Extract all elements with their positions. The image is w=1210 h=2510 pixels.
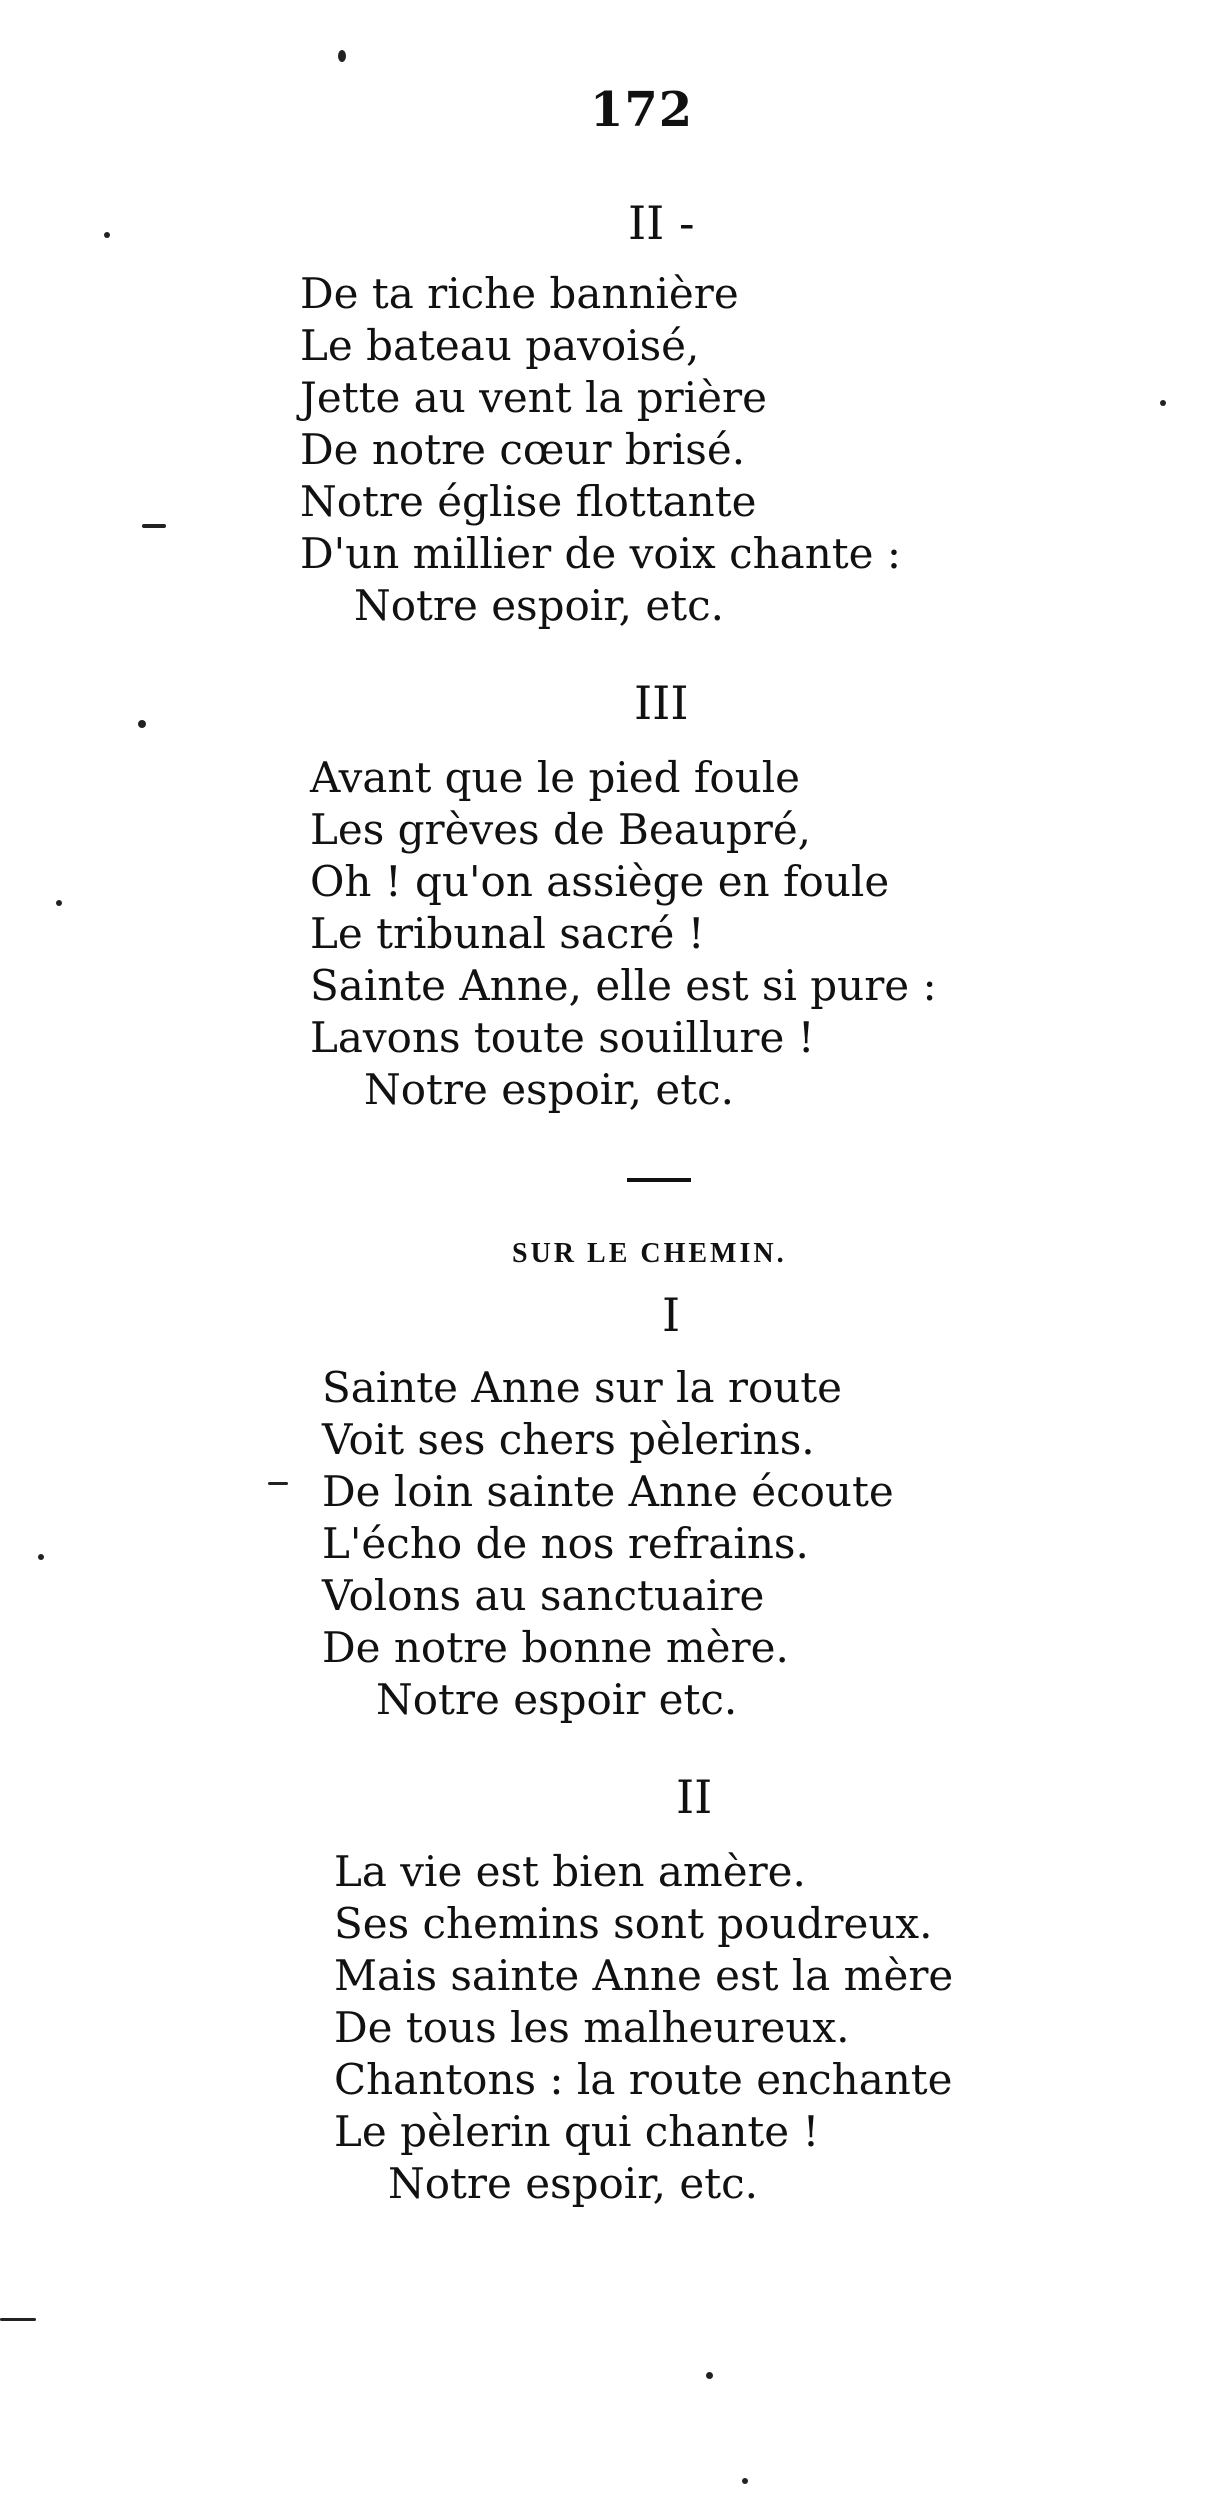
ink-speck: [706, 2372, 713, 2379]
verse-line: Chantons : la route enchante: [334, 2055, 953, 2104]
ink-speck: [142, 524, 166, 528]
stanza-numeral: III: [634, 676, 689, 730]
section-divider: [627, 1178, 691, 1182]
verse-line: La vie est bien amère.: [334, 1847, 806, 1896]
ink-speck: [138, 720, 146, 728]
verse-line: Lavons toute souillure !: [310, 1013, 815, 1062]
ink-speck: [0, 2318, 36, 2321]
verse-line: Volons au sanctuaire: [322, 1571, 765, 1620]
verse-line: De ta riche bannière: [300, 269, 739, 318]
verse-line: De tous les malheureux.: [334, 2003, 850, 2052]
verse-line: Notre église flottante: [300, 477, 757, 526]
stanza-numeral: II -: [628, 196, 695, 250]
verse-line: Jette au vent la prière: [300, 373, 767, 422]
verse-line: Mais sainte Anne est la mère: [334, 1951, 954, 2000]
stanza-numeral: I: [662, 1288, 681, 1342]
verse-line: D'un millier de voix chante :: [300, 529, 901, 578]
verse-line: Les grèves de Beaupré,: [310, 805, 812, 854]
verse-line: L'écho de nos refrains.: [322, 1519, 809, 1568]
refrain-line: Notre espoir etc.: [376, 1675, 738, 1724]
verse-line: Sainte Anne sur la route: [322, 1363, 843, 1412]
ink-speck: [338, 50, 346, 62]
ink-speck: [268, 1482, 288, 1485]
ink-speck: [104, 232, 110, 238]
stanza: [322, 1362, 894, 1726]
page-number: 172: [590, 82, 694, 138]
verse-line: De notre cœur brisé.: [300, 425, 746, 474]
verse-line: Le pèlerin qui chante !: [334, 2107, 820, 2156]
refrain-line: Notre espoir, etc.: [364, 1065, 734, 1114]
verse-line: Oh ! qu'on assiège en foule: [310, 857, 890, 906]
verse-line: Le bateau pavoisé,: [300, 321, 700, 370]
verse-line: Sainte Anne, elle est si pure :: [310, 961, 937, 1010]
stanza: [300, 268, 901, 632]
ink-speck: [56, 900, 62, 906]
verse-line: Ses chemins sont poudreux.: [334, 1899, 933, 1948]
verse-line: Voit ses chers pèlerins.: [322, 1415, 815, 1464]
stanza: [310, 752, 937, 1116]
ink-speck: [742, 2478, 748, 2484]
refrain-line: Notre espoir, etc.: [354, 581, 724, 630]
song-title: SUR LE CHEMIN.: [512, 1238, 787, 1269]
verse-line: Le tribunal sacré !: [310, 909, 705, 958]
verse-line: Avant que le pied foule: [310, 753, 801, 802]
refrain-line: Notre espoir, etc.: [388, 2159, 758, 2208]
verse-line: De loin sainte Anne écoute: [322, 1467, 894, 1516]
verse-line: De notre bonne mère.: [322, 1623, 789, 1672]
ink-speck: [38, 1554, 44, 1560]
ink-speck: [1160, 400, 1166, 406]
stanza: [334, 1846, 953, 2210]
stanza-numeral: II: [676, 1770, 713, 1824]
